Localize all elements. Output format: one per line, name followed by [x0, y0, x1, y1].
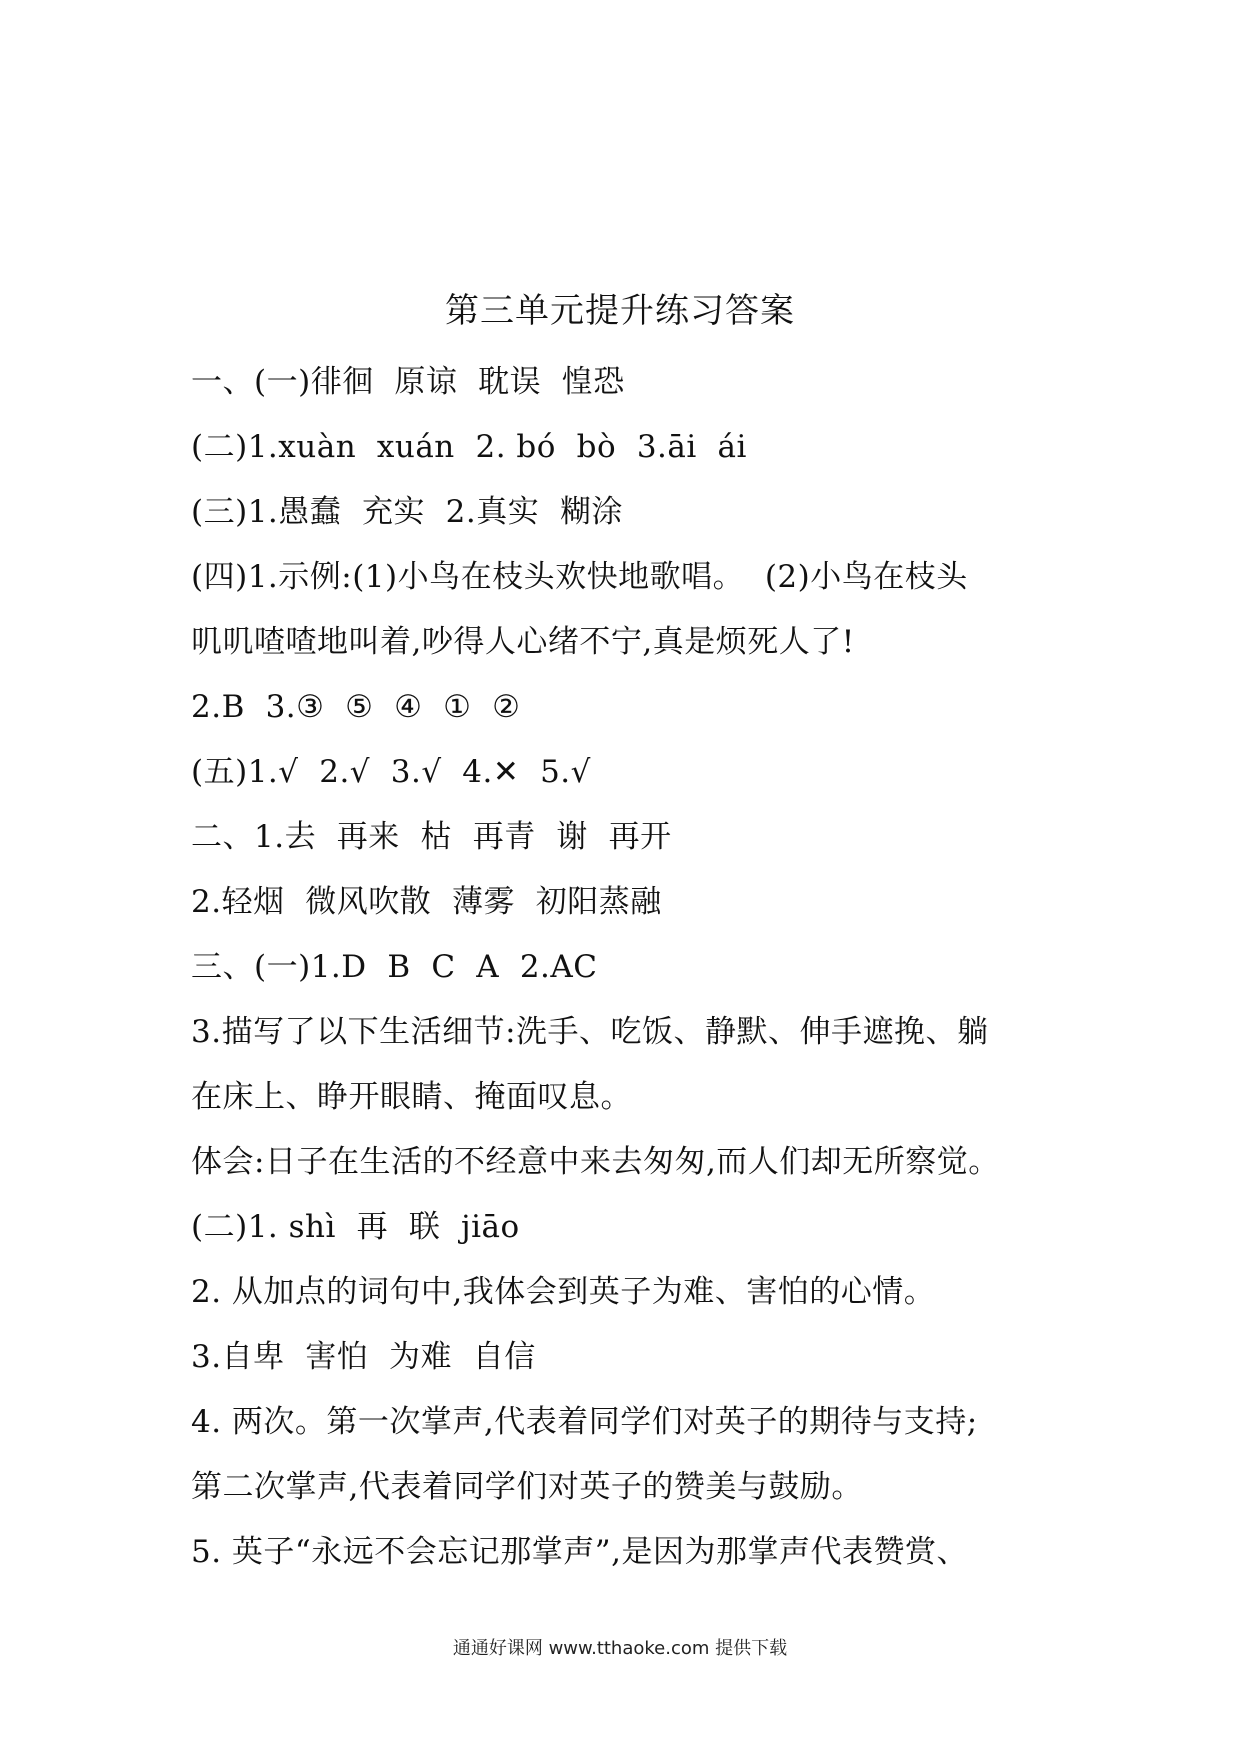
answer-line-10: 三、(一)1.D B C A 2.AC — [191, 949, 598, 985]
answer-line-14: (二)1. shì 再 联 jiāo — [191, 1209, 520, 1245]
answer-line-7: (五)1.√ 2.√ 3.√ 4.✕ 5.√ — [191, 754, 591, 790]
answer-line-19: 5. 英子“永远不会忘记那掌声”,是因为那掌声代表赞赏、 — [191, 1534, 968, 1570]
answer-content — [191, 350, 1071, 1585]
page-title: 第三单元提升练习答案 — [445, 291, 795, 331]
page-footer: 通通好课网 www.tthaoke.com 提供下载 — [452, 1638, 788, 1659]
answer-line-2: (二)1.xuàn xuán 2. bó bò 3.āi ái — [191, 429, 747, 465]
answer-line-17: 4. 两次。第一次掌声,代表着同学们对英子的期待与支持; — [191, 1404, 978, 1440]
answer-line-6: 2.B 3.③ ⑤ ④ ① ② — [191, 689, 521, 725]
answer-line-9: 2.轻烟 微风吹散 薄雾 初阳蒸融 — [191, 884, 662, 920]
answer-line-15: 2. 从加点的词句中,我体会到英子为难、害怕的心情。 — [191, 1274, 936, 1310]
answer-line-1: 一、(一)徘徊 原谅 耽误 惶恐 — [191, 364, 625, 400]
answer-line-12: 在床上、睁开眼睛、掩面叹息。 — [191, 1079, 632, 1115]
answer-line-8: 二、1.去 再来 枯 再青 谢 再开 — [191, 819, 672, 855]
answer-line-18: 第二次掌声,代表着同学们对英子的赞美与鼓励。 — [191, 1469, 863, 1505]
answer-line-13: 体会:日子在生活的不经意中来去匆匆,而人们却无所察觉。 — [191, 1144, 1000, 1180]
answer-line-16: 3.自卑 害怕 为难 自信 — [191, 1339, 536, 1375]
answer-line-4: (四)1.示例:(1)小鸟在枝头欢快地歌唱。 (2)小鸟在枝头 — [191, 559, 968, 595]
answer-line-5: 叽叽喳喳地叫着,吵得人心绪不宁,真是烦死人了! — [191, 624, 855, 660]
answer-line-3: (三)1.愚蠢 充实 2.真实 糊涂 — [191, 494, 623, 530]
answer-line-11: 3.描写了以下生活细节:洗手、吃饭、静默、伸手遮挽、躺 — [191, 1014, 989, 1050]
